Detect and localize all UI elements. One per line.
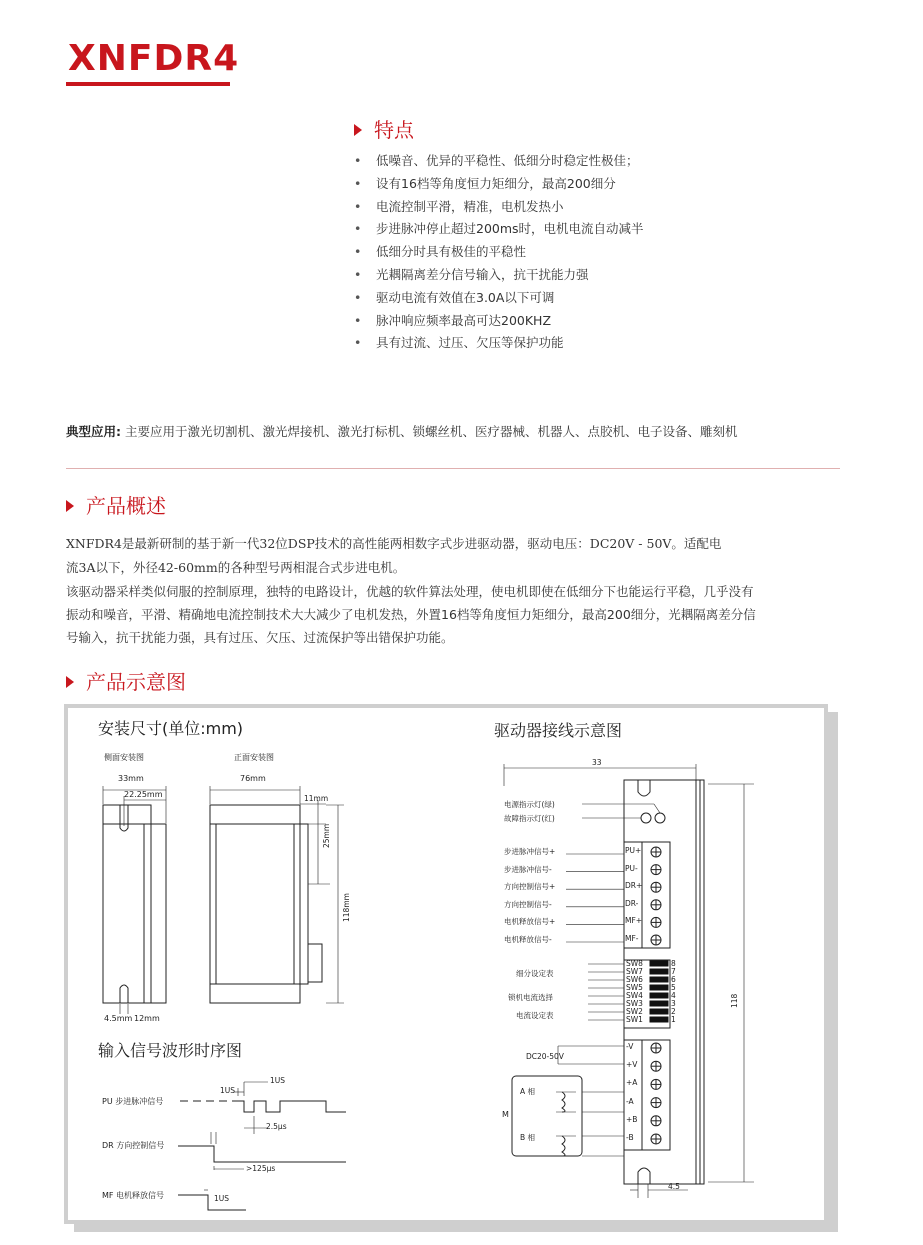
dim-118mm: 118mm bbox=[342, 893, 351, 922]
triangle-marker-icon bbox=[66, 676, 74, 688]
lock-current-label: 锁机电流选择 bbox=[508, 993, 553, 1002]
list-item: • 步进脉冲停止超过200ms时，电机电流自动减半 bbox=[354, 218, 644, 241]
mf-signal-label: MF 电机释放信号 bbox=[102, 1191, 165, 1200]
power-pin-label: -B bbox=[626, 1133, 634, 1142]
features-heading bbox=[354, 114, 414, 143]
overview-line-1: XNFDR4是最新研制的基于新一代32位DSP技术的高性能两相数字式步进驱动器，驱动电压：DC20V - 50V。适配电 bbox=[66, 536, 722, 551]
dip-switch-label: SW3 bbox=[626, 999, 643, 1008]
triangle-marker-icon bbox=[66, 500, 74, 512]
dip-switch-number: 4 bbox=[671, 991, 676, 1000]
power-led-label: 电源指示灯(绿) bbox=[504, 800, 555, 809]
overview-heading bbox=[66, 490, 166, 519]
wiring-dim-118: 118 bbox=[730, 993, 739, 1008]
brand-title: XNFDR4 bbox=[68, 38, 240, 79]
dip-switch-number: 2 bbox=[671, 1007, 676, 1016]
front-view-label: 正面安装图 bbox=[234, 753, 274, 762]
dip-switch-number: 5 bbox=[671, 983, 676, 992]
dim-4-5mm: 4.5mm bbox=[104, 1014, 133, 1023]
features-title: 特点 bbox=[374, 118, 414, 142]
timing-1us-b: 1US bbox=[270, 1076, 286, 1085]
diagram-panel bbox=[64, 704, 828, 1224]
dim-22-25mm: 22.25mm bbox=[124, 790, 163, 799]
list-item: • 设有16档等角度恒力矩细分，最高200细分 bbox=[354, 173, 644, 196]
overview-line-2: 流3A以下，外径42-60mm的各种型号两相混合式步进电机。 bbox=[66, 560, 406, 575]
pin-label: MF+ bbox=[625, 916, 643, 926]
dim-33mm: 33mm bbox=[118, 774, 144, 783]
dip-switch-label: SW6 bbox=[626, 975, 643, 984]
wiring-dim-4-5: 4.5 bbox=[668, 1182, 680, 1191]
power-pin-label: +A bbox=[626, 1078, 638, 1088]
dr-signal-label: DR 方向控制信号 bbox=[102, 1141, 165, 1150]
dip-switch bbox=[650, 1009, 668, 1014]
features-list bbox=[354, 150, 644, 355]
dip-switch-label: SW4 bbox=[626, 991, 643, 1000]
diagram-svg bbox=[68, 708, 824, 1220]
power-pin-label: +V bbox=[626, 1060, 638, 1070]
brand-underline bbox=[66, 82, 230, 86]
dip-switch bbox=[650, 993, 668, 998]
dip-switch-number: 7 bbox=[671, 967, 676, 976]
overview-line-3: 该驱动器采样类似伺服的控制原理，独特的电路设计，优越的软件算法处理，使电机即使在低细分下也能运行平稳，几乎没有 bbox=[66, 584, 754, 599]
subdiv-label: 细分设定表 bbox=[516, 969, 554, 978]
dim-12mm: 12mm bbox=[134, 1014, 160, 1023]
fault-led-label: 故障指示灯(红) bbox=[504, 814, 555, 823]
pin-label: PU- bbox=[625, 863, 638, 873]
timing-125us: >125μs bbox=[246, 1164, 276, 1173]
application-label: 典型应用: bbox=[66, 424, 121, 439]
current-label: 电流设定表 bbox=[516, 1011, 554, 1020]
list-item: • 低细分时具有极佳的平稳性 bbox=[354, 241, 644, 264]
timing-1us-a: 1US bbox=[220, 1086, 236, 1095]
diagram-heading bbox=[66, 666, 186, 695]
dc-voltage-label: DC20-50V bbox=[526, 1052, 564, 1061]
wiring-title: 驱动器接线示意图 bbox=[494, 721, 623, 740]
dip-switch bbox=[650, 977, 668, 982]
dim-11mm: 11mm bbox=[304, 794, 329, 803]
power-pin-label: +B bbox=[626, 1114, 638, 1124]
pin-label: DR- bbox=[625, 898, 639, 908]
dim-76mm: 76mm bbox=[240, 774, 266, 783]
list-item: • 电流控制平滑，精准，电机发热小 bbox=[354, 196, 644, 219]
divider bbox=[66, 468, 840, 469]
dip-switch bbox=[650, 961, 668, 966]
signal-label: 电机释放信号+ bbox=[504, 917, 556, 927]
motor-label: M bbox=[502, 1110, 509, 1119]
signal-label: 步进脉冲信号- bbox=[504, 864, 552, 874]
application-line bbox=[66, 422, 737, 440]
list-item: • 具有过流、过压、欠压等保护功能 bbox=[354, 332, 644, 355]
list-item: • 光耦隔离差分信号输入，抗干扰能力强 bbox=[354, 264, 644, 287]
list-item: • 脉冲响应频率最高可达200KHZ bbox=[354, 310, 644, 333]
pu-signal-label: PU 步进脉冲信号 bbox=[102, 1097, 164, 1106]
dip-switch-number: 3 bbox=[671, 999, 676, 1008]
timing-2-5us: 2.5μs bbox=[266, 1122, 287, 1131]
dip-switch-label: SW7 bbox=[626, 967, 643, 976]
b-phase-label: B 相 bbox=[520, 1133, 536, 1142]
overview-line-5: 号输入，抗干扰能力强，具有过压、欠压、过流保护等出错保护功能。 bbox=[66, 630, 454, 645]
overview-title: 产品概述 bbox=[86, 494, 166, 518]
dip-switch bbox=[650, 969, 668, 974]
timing-title: 输入信号波形时序图 bbox=[98, 1041, 243, 1060]
dim-25mm: 25mm bbox=[322, 823, 331, 848]
pin-label: DR+ bbox=[625, 881, 643, 891]
wiring-dim-33: 33 bbox=[592, 758, 602, 767]
list-item: • 低噪音、优异的平稳性、低细分时稳定性极佳； bbox=[354, 150, 644, 173]
triangle-marker-icon bbox=[354, 124, 362, 136]
power-pin-label: -V bbox=[626, 1042, 634, 1051]
dip-switch-number: 8 bbox=[671, 959, 676, 968]
dip-switch-label: SW8 bbox=[626, 959, 643, 968]
signal-label: 电机释放信号- bbox=[504, 935, 552, 944]
application-text: 主要应用于激光切割机、激光焊接机、激光打标机、锁螺丝机、医疗器械、机器人、点胶机、电子设备、雕刻机 bbox=[121, 424, 738, 439]
signal-label: 方向控制信号- bbox=[504, 899, 552, 909]
dip-switch-number: 6 bbox=[671, 975, 676, 984]
dip-switch bbox=[650, 1001, 668, 1006]
diagram-title: 产品示意图 bbox=[86, 670, 186, 694]
install-title: 安装尺寸(单位:mm) bbox=[98, 719, 244, 738]
power-pin-label: -A bbox=[626, 1096, 634, 1106]
front-view-outline bbox=[210, 805, 300, 1003]
signal-leads bbox=[566, 854, 624, 942]
dip-switch-label: SW2 bbox=[626, 1007, 643, 1016]
dip-switch bbox=[650, 1017, 668, 1022]
signal-label: 方向控制信号+ bbox=[504, 882, 556, 892]
overview-line-4: 振动和噪音，平滑、精确地电流控制技术大大减少了电机发热，外置16档等角度恒力矩细分，最高200细分，光耦隔离差分信 bbox=[66, 607, 756, 622]
pin-label: PU+ bbox=[625, 846, 642, 855]
dip-switch-number: 1 bbox=[671, 1015, 676, 1024]
dip-switch bbox=[650, 985, 668, 990]
dip-switch-label: SW5 bbox=[626, 983, 643, 992]
side-view-label: 侧面安装图 bbox=[104, 753, 144, 762]
pin-label: MF- bbox=[625, 934, 639, 943]
timing-1us-c: 1US bbox=[214, 1194, 230, 1203]
signal-label: 步进脉冲信号+ bbox=[504, 847, 556, 856]
dip-switch-label: SW1 bbox=[626, 1015, 643, 1024]
a-phase-label: A 相 bbox=[520, 1087, 536, 1096]
list-item: • 驱动电流有效值在3.0A以下可调 bbox=[354, 287, 644, 310]
